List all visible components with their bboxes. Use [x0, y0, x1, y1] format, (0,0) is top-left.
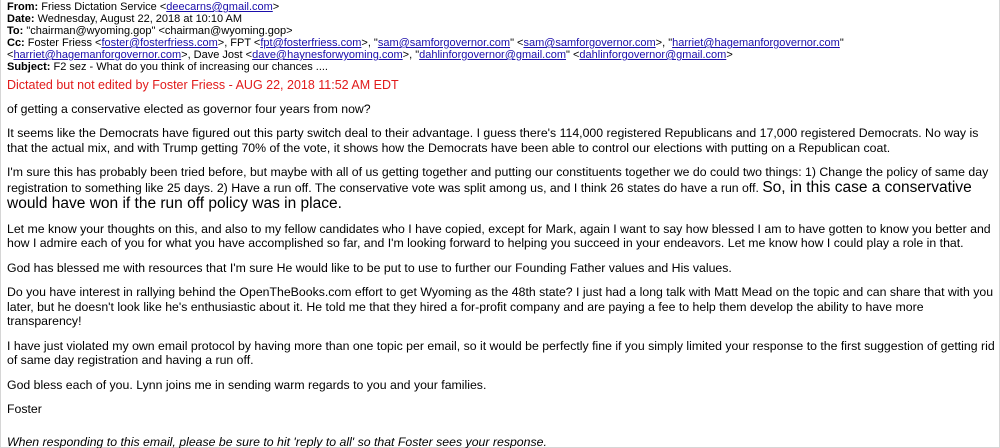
cc-text: " < [510, 37, 524, 49]
from-line [7, 1, 995, 13]
date-line [7, 13, 995, 25]
date-value: Wednesday, August 22, 2018 at 10:10 AM [37, 13, 243, 25]
body-paragraph: God has blessed me with resources that I'm sure He would like to be put to use to further our Founding Father values and His values. [7, 260, 732, 275]
cc-label: Cc: [7, 37, 25, 49]
from-name: Friess Dictation Service < [41, 1, 167, 13]
cc-text: >, FPT < [217, 37, 261, 49]
cc-text: " < [566, 49, 580, 61]
body-text: I'm sure this has probably been tried before, but maybe with all of us getting together and putting our constituents together we do could two things: 1) Change the policy of same day registration to something like 25 days. 2) Have a run off. The conservative vote was split among us, and I think 26 states do have a run off. [7, 165, 989, 195]
cc-text: >, " [402, 49, 420, 61]
body-paragraph: of getting a conservative elected as governor four years from now? [7, 101, 371, 116]
emphasized-text: So, in this case a conservative would have won if the run off policy was in place. [7, 178, 972, 212]
subject-value: F2 sez - What do you think of increasing our chances .... [53, 61, 328, 73]
date-label: Date: [7, 13, 35, 25]
email-body [7, 78, 995, 448]
cc-email-link[interactable]: dahlinforgovernor@gmail.com [579, 49, 727, 61]
dictation-notice: Dictated but not edited by Foster Friess - AUG 22, 2018 11:52 AM EDT [7, 78, 399, 92]
cc-email-link[interactable]: harriet@hagemanforgovernor.com [672, 37, 840, 49]
reply-all-notice: When responding to this email, please be sure to hit 'reply to all' so that Foster sees your response. [7, 434, 547, 448]
from-email-link[interactable]: deecarns@gmail.com [166, 1, 273, 13]
email-headers [7, 1, 995, 73]
body-paragraph: God bless each of you. Lynn joins me in sending warm regards to you and your families. [7, 377, 487, 392]
to-line [7, 25, 995, 37]
subject-line [7, 61, 995, 73]
cc-email-link[interactable]: dahlinforgovernor@gmail.com [419, 49, 567, 61]
cc-text: > [726, 49, 733, 61]
cc-email-link[interactable]: fpt@fosterfriess.com [260, 37, 362, 49]
body-paragraph: Do you have interest in rallying behind the OpenTheBooks.com effort to get Wyoming as the 48th state? I just had a long talk with Matt Mead on the topic and can share that with you later, but he doesn't look like he's enthusiastic about it. He told me that they hired a for-profit company and are paying a fee to help them develop the ability to have more transparency! [7, 285, 994, 328]
from-label: From: [7, 1, 39, 13]
cc-email-link[interactable]: dave@haynesforwyoming.com [252, 49, 403, 61]
cc-text: >, " [361, 37, 378, 49]
body-paragraph: I have just violated my own email protocol by having more than one topic per email, so it would be perfectly fine if you simply limited your response to the first suggestion of getting rid of same day registration and having a run off. [7, 338, 995, 367]
from-close: > [272, 1, 280, 13]
cc-text: >, Dave Jost < [181, 49, 253, 61]
cc-line [7, 37, 995, 61]
body-paragraph: Let me know your thoughts on this, and also to my fellow candidates who I have copied, except for Mark, again I want to say how blessed I am to have gotten to know you better and how I admire each of you for what you have accomplished so far, and I'm looking forward to helping you succeed in your endeavors. Let me know how I could play a role in that. [7, 221, 991, 250]
cc-email-link[interactable]: foster@fosterfriess.com [101, 37, 218, 49]
signature: Foster [7, 402, 42, 416]
cc-email-link[interactable]: sam@samforgovernor.com [523, 37, 656, 49]
to-value: "chairman@wyoming.gop" <chairman@wyoming.gop> [26, 25, 293, 37]
cc-email-link[interactable]: harriet@hagemanforgovernor.com [13, 49, 182, 61]
cc-text: >, " [655, 37, 673, 49]
cc-text: " < [7, 37, 844, 61]
body-paragraph: It seems like the Democrats have figured out this party switch deal to their advantage. I guess there's 114,000 registered Republicans and 17,000 registered Democrats. No way is that the actual mix, and with Trump getting 70% of the vote, it shows how the Democrats have been able to control our elections with putting on a Republican coat. [7, 126, 979, 155]
to-label: To: [7, 25, 24, 37]
cc-text: Foster Friess < [27, 37, 102, 49]
cc-email-link[interactable]: sam@samforgovernor.com [377, 37, 511, 49]
body-paragraph [7, 165, 995, 212]
subject-label: Subject: [7, 61, 51, 73]
